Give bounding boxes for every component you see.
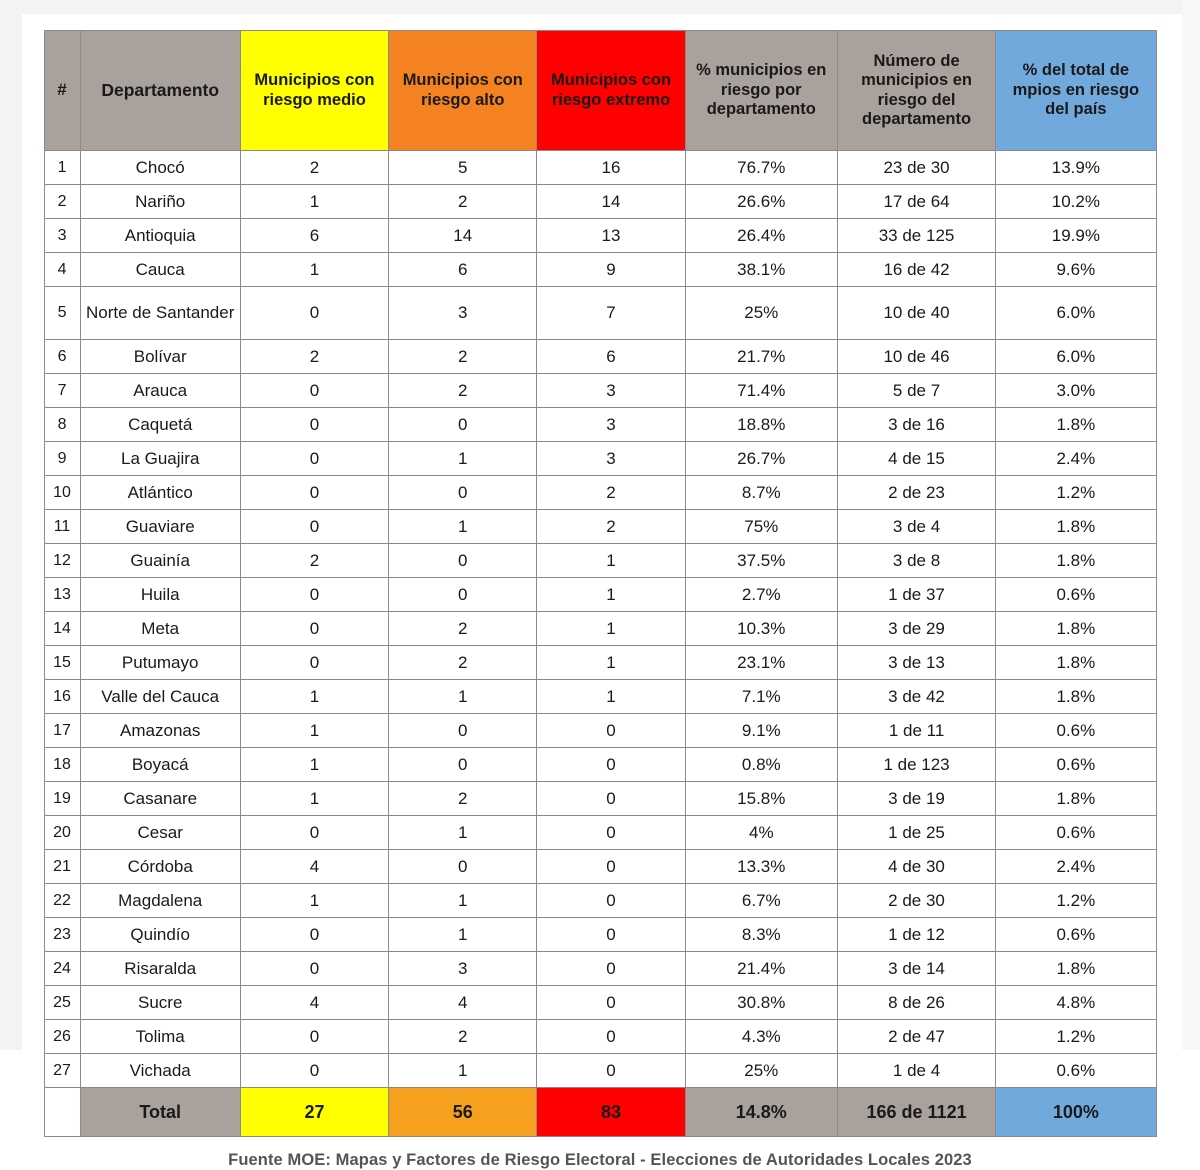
table-header: [44, 31, 1156, 151]
cell-riesgo-extremo: 13: [537, 219, 685, 253]
cell-porcentaje-departamento: 2.7%: [685, 578, 837, 612]
cell-number: 13: [44, 578, 80, 612]
cell-departamento: Sucre: [80, 986, 240, 1020]
cell-departamento: Bolívar: [80, 340, 240, 374]
cell-numero-municipios: 3 de 4: [837, 510, 995, 544]
page-edge-left: [0, 0, 22, 1050]
table-row: [44, 219, 1156, 253]
cell-riesgo-extremo: 0: [537, 782, 685, 816]
cell-porcentaje-pais: 0.6%: [996, 578, 1156, 612]
table-row: [44, 986, 1156, 1020]
cell-numero-municipios: 3 de 8: [837, 544, 995, 578]
cell-porcentaje-pais: 0.6%: [996, 918, 1156, 952]
cell-departamento: Norte de Santander: [80, 287, 240, 340]
cell-numero-municipios: 3 de 19: [837, 782, 995, 816]
table-footer: [44, 1088, 1156, 1137]
cell-numero-municipios: 1 de 37: [837, 578, 995, 612]
cell-riesgo-alto: 0: [389, 544, 537, 578]
cell-number: 4: [44, 253, 80, 287]
cell-porcentaje-pais: 1.8%: [996, 510, 1156, 544]
table-row: [44, 884, 1156, 918]
cell-porcentaje-pais: 2.4%: [996, 850, 1156, 884]
table-row: [44, 612, 1156, 646]
electoral-risk-table: [44, 30, 1157, 1137]
cell-riesgo-extremo: 0: [537, 816, 685, 850]
cell-number: 18: [44, 748, 80, 782]
cell-numero-municipios: 10 de 46: [837, 340, 995, 374]
cell-numero-municipios: 4 de 15: [837, 442, 995, 476]
cell-departamento: Cauca: [80, 253, 240, 287]
cell-riesgo-alto: 1: [389, 442, 537, 476]
cell-departamento: Caquetá: [80, 408, 240, 442]
column-header-porcentaje-pais: % del total de mpios en riesgo del país: [996, 31, 1156, 151]
cell-porcentaje-departamento: 4%: [685, 816, 837, 850]
cell-riesgo-extremo: 1: [537, 612, 685, 646]
cell-porcentaje-departamento: 8.3%: [685, 918, 837, 952]
table-row: [44, 544, 1156, 578]
cell-porcentaje-departamento: 21.4%: [685, 952, 837, 986]
cell-departamento: Amazonas: [80, 714, 240, 748]
cell-departamento: Vichada: [80, 1054, 240, 1088]
cell-porcentaje-departamento: 15.8%: [685, 782, 837, 816]
cell-numero-municipios: 17 de 64: [837, 185, 995, 219]
total-porcentaje-pais: 100%: [996, 1088, 1156, 1137]
cell-riesgo-extremo: 1: [537, 646, 685, 680]
cell-numero-municipios: 5 de 7: [837, 374, 995, 408]
cell-riesgo-extremo: 0: [537, 1020, 685, 1054]
cell-departamento: Guaviare: [80, 510, 240, 544]
cell-number: 23: [44, 918, 80, 952]
cell-riesgo-alto: 2: [389, 185, 537, 219]
cell-riesgo-alto: 1: [389, 510, 537, 544]
page-edge-top: [0, 0, 1200, 14]
cell-riesgo-alto: 1: [389, 884, 537, 918]
table-row: [44, 918, 1156, 952]
cell-porcentaje-departamento: 0.8%: [685, 748, 837, 782]
cell-departamento: Chocó: [80, 151, 240, 185]
cell-riesgo-medio: 0: [240, 374, 388, 408]
cell-porcentaje-departamento: 75%: [685, 510, 837, 544]
cell-number: 7: [44, 374, 80, 408]
page-edge-right: [1182, 0, 1200, 1050]
cell-riesgo-medio: 0: [240, 578, 388, 612]
cell-departamento: Quindío: [80, 918, 240, 952]
cell-porcentaje-pais: 10.2%: [996, 185, 1156, 219]
cell-numero-municipios: 3 de 16: [837, 408, 995, 442]
cell-riesgo-extremo: 0: [537, 850, 685, 884]
total-blank-cell: [44, 1088, 80, 1137]
column-header-riesgo-extremo: Municipios con riesgo extremo: [537, 31, 685, 151]
cell-departamento: Arauca: [80, 374, 240, 408]
cell-departamento: Boyacá: [80, 748, 240, 782]
table-row: [44, 510, 1156, 544]
cell-porcentaje-pais: 1.8%: [996, 544, 1156, 578]
cell-number: 20: [44, 816, 80, 850]
total-riesgo-alto: 56: [389, 1088, 537, 1137]
cell-riesgo-alto: 1: [389, 918, 537, 952]
cell-porcentaje-departamento: 26.6%: [685, 185, 837, 219]
cell-porcentaje-pais: 1.2%: [996, 476, 1156, 510]
cell-riesgo-medio: 1: [240, 185, 388, 219]
cell-riesgo-alto: 2: [389, 340, 537, 374]
cell-riesgo-medio: 4: [240, 986, 388, 1020]
table-row: [44, 714, 1156, 748]
cell-porcentaje-pais: 1.8%: [996, 646, 1156, 680]
cell-riesgo-medio: 1: [240, 714, 388, 748]
cell-number: 5: [44, 287, 80, 340]
cell-porcentaje-departamento: 10.3%: [685, 612, 837, 646]
cell-riesgo-extremo: 3: [537, 374, 685, 408]
cell-porcentaje-pais: 1.2%: [996, 1020, 1156, 1054]
cell-porcentaje-departamento: 21.7%: [685, 340, 837, 374]
cell-porcentaje-pais: 1.8%: [996, 612, 1156, 646]
cell-number: 25: [44, 986, 80, 1020]
column-header-riesgo-alto: Municipios con riesgo alto: [389, 31, 537, 151]
cell-riesgo-medio: 0: [240, 510, 388, 544]
cell-riesgo-medio: 1: [240, 748, 388, 782]
table-row: [44, 748, 1156, 782]
cell-riesgo-extremo: 0: [537, 714, 685, 748]
cell-porcentaje-pais: 9.6%: [996, 253, 1156, 287]
cell-porcentaje-departamento: 6.7%: [685, 884, 837, 918]
cell-number: 1: [44, 151, 80, 185]
cell-numero-municipios: 33 de 125: [837, 219, 995, 253]
cell-departamento: Atlántico: [80, 476, 240, 510]
cell-number: 17: [44, 714, 80, 748]
table-row: [44, 442, 1156, 476]
cell-number: 12: [44, 544, 80, 578]
cell-riesgo-alto: 0: [389, 748, 537, 782]
cell-numero-municipios: 3 de 42: [837, 680, 995, 714]
column-header-porcentaje-departamento: % municipios en riesgo por departamento: [685, 31, 837, 151]
table-row: [44, 578, 1156, 612]
table-row: [44, 782, 1156, 816]
cell-riesgo-extremo: 2: [537, 476, 685, 510]
table-row: [44, 151, 1156, 185]
cell-porcentaje-departamento: 71.4%: [685, 374, 837, 408]
cell-departamento: Cesar: [80, 816, 240, 850]
source-caption: Fuente MOE: Mapas y Factores de Riesgo Electoral - Elecciones de Autoridades Locales 2023: [228, 1151, 972, 1169]
cell-riesgo-extremo: 1: [537, 578, 685, 612]
cell-porcentaje-departamento: 9.1%: [685, 714, 837, 748]
cell-porcentaje-departamento: 4.3%: [685, 1020, 837, 1054]
cell-numero-municipios: 1 de 11: [837, 714, 995, 748]
total-row: [44, 1088, 1156, 1137]
cell-numero-municipios: 3 de 14: [837, 952, 995, 986]
cell-porcentaje-pais: 6.0%: [996, 287, 1156, 340]
cell-riesgo-alto: 14: [389, 219, 537, 253]
cell-porcentaje-departamento: 38.1%: [685, 253, 837, 287]
cell-riesgo-alto: 3: [389, 287, 537, 340]
total-porcentaje-departamento: 14.8%: [685, 1088, 837, 1137]
cell-riesgo-extremo: 0: [537, 748, 685, 782]
table-row: [44, 287, 1156, 340]
cell-riesgo-extremo: 3: [537, 408, 685, 442]
cell-porcentaje-pais: 6.0%: [996, 340, 1156, 374]
cell-riesgo-extremo: 16: [537, 151, 685, 185]
cell-riesgo-alto: 0: [389, 850, 537, 884]
cell-departamento: Huila: [80, 578, 240, 612]
cell-porcentaje-pais: 2.4%: [996, 442, 1156, 476]
table-row: [44, 1054, 1156, 1088]
cell-riesgo-medio: 0: [240, 646, 388, 680]
cell-riesgo-alto: 2: [389, 646, 537, 680]
cell-riesgo-extremo: 14: [537, 185, 685, 219]
cell-porcentaje-departamento: 8.7%: [685, 476, 837, 510]
cell-riesgo-extremo: 0: [537, 918, 685, 952]
cell-number: 26: [44, 1020, 80, 1054]
cell-riesgo-alto: 3: [389, 952, 537, 986]
cell-riesgo-medio: 2: [240, 544, 388, 578]
cell-numero-municipios: 4 de 30: [837, 850, 995, 884]
total-numero-municipios: 166 de 1121: [837, 1088, 995, 1137]
cell-riesgo-alto: 4: [389, 986, 537, 1020]
cell-porcentaje-pais: 1.8%: [996, 952, 1156, 986]
cell-departamento: La Guajira: [80, 442, 240, 476]
column-header-number: #: [44, 31, 80, 151]
cell-riesgo-extremo: 2: [537, 510, 685, 544]
cell-riesgo-alto: 5: [389, 151, 537, 185]
cell-riesgo-medio: 0: [240, 1020, 388, 1054]
cell-number: 16: [44, 680, 80, 714]
cell-numero-municipios: 2 de 23: [837, 476, 995, 510]
cell-riesgo-alto: 0: [389, 476, 537, 510]
cell-number: 14: [44, 612, 80, 646]
cell-riesgo-medio: 0: [240, 918, 388, 952]
cell-riesgo-extremo: 3: [537, 442, 685, 476]
cell-numero-municipios: 3 de 13: [837, 646, 995, 680]
total-riesgo-medio: 27: [240, 1088, 388, 1137]
cell-porcentaje-pais: 3.0%: [996, 374, 1156, 408]
cell-riesgo-alto: 1: [389, 680, 537, 714]
cell-riesgo-extremo: 6: [537, 340, 685, 374]
cell-numero-municipios: 8 de 26: [837, 986, 995, 1020]
table-row: [44, 952, 1156, 986]
cell-porcentaje-pais: 1.8%: [996, 680, 1156, 714]
cell-number: 22: [44, 884, 80, 918]
cell-riesgo-extremo: 0: [537, 986, 685, 1020]
cell-riesgo-medio: 0: [240, 612, 388, 646]
cell-porcentaje-pais: 4.8%: [996, 986, 1156, 1020]
cell-riesgo-extremo: 1: [537, 680, 685, 714]
total-label: Total: [80, 1088, 240, 1137]
table-row: [44, 253, 1156, 287]
table-row: [44, 374, 1156, 408]
cell-porcentaje-departamento: 26.7%: [685, 442, 837, 476]
cell-numero-municipios: 1 de 123: [837, 748, 995, 782]
cell-riesgo-alto: 6: [389, 253, 537, 287]
cell-riesgo-medio: 1: [240, 253, 388, 287]
cell-numero-municipios: 16 de 42: [837, 253, 995, 287]
cell-number: 24: [44, 952, 80, 986]
cell-number: 8: [44, 408, 80, 442]
cell-porcentaje-departamento: 13.3%: [685, 850, 837, 884]
column-header-departamento: Departamento: [80, 31, 240, 151]
cell-number: 21: [44, 850, 80, 884]
cell-number: 6: [44, 340, 80, 374]
cell-riesgo-alto: 2: [389, 374, 537, 408]
cell-departamento: Casanare: [80, 782, 240, 816]
cell-porcentaje-departamento: 25%: [685, 287, 837, 340]
cell-riesgo-alto: 2: [389, 782, 537, 816]
cell-riesgo-medio: 0: [240, 442, 388, 476]
cell-porcentaje-departamento: 23.1%: [685, 646, 837, 680]
cell-numero-municipios: 1 de 4: [837, 1054, 995, 1088]
cell-riesgo-medio: 1: [240, 680, 388, 714]
cell-porcentaje-departamento: 25%: [685, 1054, 837, 1088]
cell-porcentaje-departamento: 30.8%: [685, 986, 837, 1020]
cell-riesgo-extremo: 0: [537, 1054, 685, 1088]
cell-riesgo-alto: 0: [389, 578, 537, 612]
cell-departamento: Guainía: [80, 544, 240, 578]
cell-number: 15: [44, 646, 80, 680]
cell-number: 27: [44, 1054, 80, 1088]
cell-porcentaje-pais: 1.2%: [996, 884, 1156, 918]
cell-numero-municipios: 1 de 25: [837, 816, 995, 850]
cell-numero-municipios: 2 de 30: [837, 884, 995, 918]
cell-departamento: Antioquia: [80, 219, 240, 253]
cell-number: 9: [44, 442, 80, 476]
cell-riesgo-extremo: 7: [537, 287, 685, 340]
table-row: [44, 850, 1156, 884]
cell-numero-municipios: 3 de 29: [837, 612, 995, 646]
cell-riesgo-extremo: 0: [537, 952, 685, 986]
cell-departamento: Tolima: [80, 1020, 240, 1054]
cell-porcentaje-departamento: 18.8%: [685, 408, 837, 442]
table-header-row: [44, 31, 1156, 151]
cell-riesgo-alto: 2: [389, 1020, 537, 1054]
cell-departamento: Córdoba: [80, 850, 240, 884]
cell-porcentaje-pais: 1.8%: [996, 408, 1156, 442]
cell-departamento: Valle del Cauca: [80, 680, 240, 714]
table-row: [44, 646, 1156, 680]
cell-numero-municipios: 1 de 12: [837, 918, 995, 952]
cell-porcentaje-pais: 0.6%: [996, 1054, 1156, 1088]
cell-porcentaje-pais: 0.6%: [996, 816, 1156, 850]
cell-departamento: Magdalena: [80, 884, 240, 918]
cell-departamento: Putumayo: [80, 646, 240, 680]
cell-riesgo-alto: 1: [389, 1054, 537, 1088]
table-row: [44, 408, 1156, 442]
cell-riesgo-medio: 1: [240, 884, 388, 918]
cell-riesgo-alto: 2: [389, 612, 537, 646]
cell-riesgo-medio: 0: [240, 816, 388, 850]
cell-porcentaje-pais: 0.6%: [996, 748, 1156, 782]
cell-number: 3: [44, 219, 80, 253]
cell-riesgo-medio: 0: [240, 952, 388, 986]
cell-riesgo-medio: 2: [240, 340, 388, 374]
cell-riesgo-medio: 0: [240, 287, 388, 340]
cell-porcentaje-pais: 0.6%: [996, 714, 1156, 748]
cell-porcentaje-departamento: 37.5%: [685, 544, 837, 578]
cell-riesgo-medio: 0: [240, 476, 388, 510]
cell-departamento: Risaralda: [80, 952, 240, 986]
column-header-numero-municipios: Número de municipios en riesgo del departamento: [837, 31, 995, 151]
cell-porcentaje-pais: 13.9%: [996, 151, 1156, 185]
cell-porcentaje-departamento: 76.7%: [685, 151, 837, 185]
table-body: [44, 151, 1156, 1088]
cell-number: 11: [44, 510, 80, 544]
table-row: [44, 185, 1156, 219]
cell-riesgo-extremo: 9: [537, 253, 685, 287]
cell-riesgo-alto: 1: [389, 816, 537, 850]
table-row: [44, 340, 1156, 374]
cell-numero-municipios: 2 de 47: [837, 1020, 995, 1054]
cell-riesgo-alto: 0: [389, 714, 537, 748]
cell-number: 2: [44, 185, 80, 219]
table-row: [44, 476, 1156, 510]
cell-riesgo-medio: 6: [240, 219, 388, 253]
cell-riesgo-medio: 4: [240, 850, 388, 884]
cell-riesgo-medio: 2: [240, 151, 388, 185]
cell-porcentaje-departamento: 26.4%: [685, 219, 837, 253]
cell-riesgo-extremo: 0: [537, 884, 685, 918]
table-row: [44, 1020, 1156, 1054]
cell-porcentaje-pais: 19.9%: [996, 219, 1156, 253]
cell-riesgo-extremo: 1: [537, 544, 685, 578]
cell-riesgo-medio: 0: [240, 1054, 388, 1088]
cell-porcentaje-departamento: 7.1%: [685, 680, 837, 714]
cell-porcentaje-pais: 1.8%: [996, 782, 1156, 816]
cell-riesgo-medio: 1: [240, 782, 388, 816]
table-row: [44, 816, 1156, 850]
cell-number: 10: [44, 476, 80, 510]
cell-riesgo-alto: 0: [389, 408, 537, 442]
cell-departamento: Nariño: [80, 185, 240, 219]
column-header-riesgo-medio: Municipios con riesgo medio: [240, 31, 388, 151]
cell-number: 19: [44, 782, 80, 816]
cell-numero-municipios: 10 de 40: [837, 287, 995, 340]
cell-numero-municipios: 23 de 30: [837, 151, 995, 185]
cell-departamento: Meta: [80, 612, 240, 646]
cell-riesgo-medio: 0: [240, 408, 388, 442]
total-riesgo-extremo: 83: [537, 1088, 685, 1137]
table-row: [44, 680, 1156, 714]
